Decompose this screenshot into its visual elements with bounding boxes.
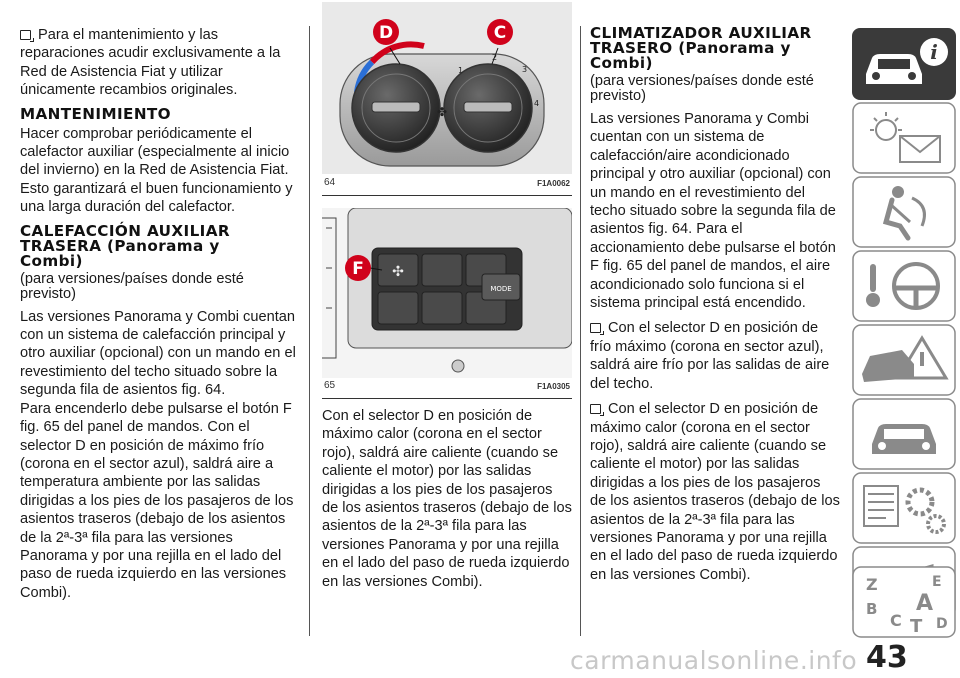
page-number: 43 — [866, 640, 908, 675]
warning-lights-icon[interactable] — [852, 102, 956, 174]
car-service-icon[interactable] — [852, 398, 956, 470]
ac-note-cold: Con el selector D en posición de frío máximo (corona en sector azul), saldrá aire frío por las salidas de aire del techo. — [590, 320, 830, 392]
steering-wheel-icon[interactable] — [852, 250, 956, 322]
note-icon — [590, 323, 601, 333]
maintenance-heading: MANTENIMIENTO — [20, 104, 171, 123]
index-letters-icon[interactable] — [852, 566, 956, 638]
ac-heading: CLIMATIZADOR AUXILIAR TRASERO (Panorama y Combi) — [590, 24, 812, 72]
label-c: C — [493, 23, 507, 43]
roof-control-illustration — [322, 2, 572, 174]
label-f: F — [352, 259, 364, 279]
dashboard-panel-illustration — [322, 208, 572, 378]
accident-icon[interactable] — [852, 324, 956, 396]
column-2 — [322, 23, 572, 598]
figure-64-caption: 64 F1A0062 — [324, 176, 570, 188]
position-4: 4 — [534, 99, 540, 108]
column-1 — [20, 26, 298, 609]
heater-text-2: Para encenderlo debe pulsarse el botón F fig. 65 del panel de mandos. Con el selector D en posición de máximo frío (corona en el sector azul), saldrá aire a temperatura ambiente por las salidas dirigidas a los pies de los pasajeros de los asientos traseros (debajo de los asientos de la 2ª-3ª fila para las versiones Panorama y por una rejilla en el lado del paso de rueda izquierdo en las versiones Combi). — [20, 400, 294, 601]
info-car-icon[interactable] — [852, 28, 956, 100]
note-icon — [590, 404, 601, 414]
column-divider-1 — [309, 26, 310, 636]
max-heat-text: Con el selector D en posición de máximo calor (corona en el sector rojo), saldrá aire caliente (cuando se caliente el motor) por las salidas dirigidas a los pies de los pasajeros de los asientos traseros (debajo de los asientos de la 2ª-3ª fila para las versiones Panorama y por una rejilla en el lado del paso de rueda izquierdo en las versiones Combi). — [322, 408, 572, 590]
chapter-sidebar — [852, 28, 956, 638]
fan-icon: ✣ — [392, 264, 404, 280]
column-3 — [590, 26, 840, 591]
position-3: 3 — [522, 65, 528, 74]
watermark: carmanualsonline.info — [570, 646, 858, 675]
ac-text: Las versiones Panorama y Combi cuentan con un sistema de calefacción/aire acondicionado principal y otro auxiliar (opcional) con un mando en el revestimiento del techo situado sobre la segunda fila de asientos fig. 64. Para el accionamiento debe pulsarse el botón F fig. 65 del panel de mandos, el aire acondicionado solo funciona si el sistema principal está encendido. — [590, 111, 836, 312]
maintenance-note: Para el mantenimiento y las reparaciones acudir exclusivamente a la Red de Asistencia Fiat y utilizar únicamente recambios originales. — [20, 27, 281, 99]
airbag-seat-icon[interactable] — [852, 176, 956, 248]
heater-subtitle: (para versiones/países donde esté previsto) — [20, 270, 244, 302]
figure-65-caption: 65 F1A0305 — [324, 379, 570, 391]
position-2: 2 — [492, 53, 498, 62]
svg-text:i: i — [930, 40, 938, 64]
figure-65 — [322, 208, 572, 399]
column-divider-2 — [580, 26, 581, 636]
label-d: D — [378, 23, 394, 43]
maintenance-text: Hacer comprobar periódicamente el calefactor auxiliar (especialmente al inicio del invierno) en la Red de Asistencia Fiat. Esto garantizará el buen funcionamiento y una larga duración del calefactor. — [20, 125, 293, 216]
note-icon — [20, 30, 31, 40]
ac-subtitle: (para versiones/países donde esté previsto) — [590, 73, 814, 104]
position-1: 1 — [458, 66, 464, 75]
ac-note-heat: Con el selector D en posición de máximo calor (corona en el sector rojo), saldrá aire caliente (cuando se caliente el motor) por las salidas dirigidas a los pies de los pasajeros de los asientos traseros (debajo de los asientos de la 2ª-3ª fila para las versiones Panorama y por una rejilla en el lado del paso de rueda izquierdo en las versiones Combi). — [590, 401, 840, 583]
mode-button-label: MODE — [490, 285, 512, 293]
gears-icon[interactable] — [852, 472, 956, 544]
figure-64 — [322, 2, 572, 196]
heater-text: Las versiones Panorama y Combi cuentan con un sistema de calefacción principal y otro auxiliar (opcional) con un mando en el revestimiento del techo situado sobre la segunda fila de asientos fig. 64. — [20, 308, 296, 399]
svg-text:✤: ✤ — [436, 105, 448, 119]
svg-text:Z E B A: Z E B A C T D — [866, 574, 948, 637]
heater-heading: CALEFACCIÓN AUXILIAR TRASERA (Panorama y Combi) — [20, 221, 230, 270]
